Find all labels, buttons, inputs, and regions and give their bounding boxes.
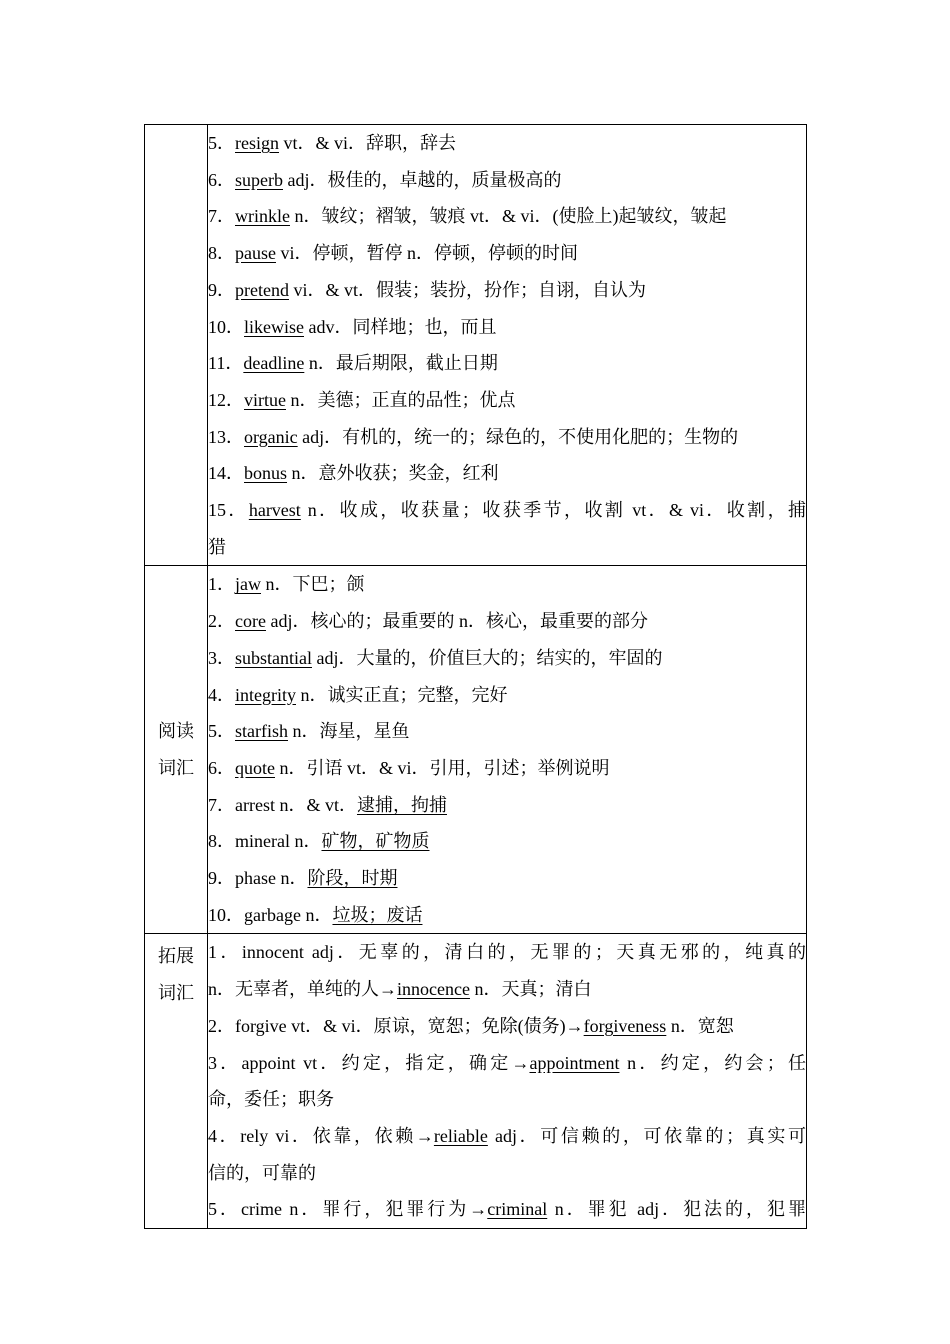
list-item: 10．garbage n．垃圾；废话 xyxy=(208,904,423,925)
section-core-words xyxy=(145,125,807,566)
label-line: 词汇 xyxy=(158,983,194,1004)
reading-words-entries xyxy=(208,566,807,934)
list-item: 4．integrity n．诚实正直；完整，完好 xyxy=(208,684,508,705)
list-item: 10．likewise adv．同样地；也，而且 xyxy=(208,316,497,337)
label-line: 阅读 xyxy=(158,720,194,741)
list-item: 11．deadline n．最后期限，截止日期 xyxy=(208,353,498,374)
list-item: 9．phase n．阶段，时期 xyxy=(208,868,398,889)
list-item: 15．harvest n．收成，收获量；收获季节，收割 vt．& vi．收割，捕 xyxy=(208,500,806,521)
list-item: 13．organic adj．有机的，统一的；绿色的，不使用化肥的；生物的 xyxy=(208,426,739,447)
label-line: 词汇 xyxy=(158,757,194,778)
list-item: 3．appoint vt．约定，指定，确定→appointment n．约定，约会；任 xyxy=(208,1052,807,1073)
list-item: 5．starfish n．海星，星鱼 xyxy=(208,721,410,742)
list-item: 7．arrest n．& vt．逮捕，拘捕 xyxy=(208,794,447,815)
list-item-continuation: 信的，可靠的 xyxy=(208,1162,316,1183)
list-item: 6．quote n．引语 vt．& vi．引用，引述；举例说明 xyxy=(208,757,610,778)
core-words-entries xyxy=(208,125,807,566)
section-extended-words xyxy=(145,934,807,1229)
extended-words-entries xyxy=(208,934,807,1229)
list-item: 9．pretend vi．& vt．假装；装扮，扮作；自诩，自认为 xyxy=(208,279,646,300)
list-item: 4．rely vi．依靠，依赖→reliable adj．可信赖的，可依靠的；真实可 xyxy=(208,1125,806,1146)
list-item: 2．forgive vt．& vi．原谅，宽恕；免除(债务)→forgiveness n．宽恕 xyxy=(208,1015,734,1036)
list-item-continuation: 猎 xyxy=(208,536,226,557)
list-item: 12．virtue n．美德；正直的品性；优点 xyxy=(208,389,516,410)
list-item-continuation: n．无辜者，单纯的人→innocence n．天真；清白 xyxy=(208,979,592,1000)
section-label-extended xyxy=(145,934,208,1229)
list-item: 8．mineral n．矿物，矿物质 xyxy=(208,831,430,852)
section-reading-words xyxy=(145,566,807,934)
label-line: 拓展 xyxy=(158,946,194,967)
section-label-reading xyxy=(145,566,208,934)
section-label-empty xyxy=(145,125,208,566)
list-item: 3．substantial adj．大量的，价值巨大的；结实的，牢固的 xyxy=(208,647,663,668)
list-item: 1．jaw n．下巴；颌 xyxy=(208,574,365,595)
list-item: 5．crime n．罪行，犯罪行为→criminal n．罪犯 adj．犯法的，犯罪 xyxy=(208,1199,806,1220)
vocabulary-table xyxy=(144,124,807,1229)
list-item: 1．innocent adj．无辜的，清白的，无罪的；天真无邪的，纯真的 xyxy=(208,942,806,963)
list-item-continuation: 命，委任；职务 xyxy=(208,1089,334,1110)
list-item: 14．bonus n．意外收获；奖金，红利 xyxy=(208,463,499,484)
list-item: 8．pause vi．停顿，暂停 n．停顿，停顿的时间 xyxy=(208,243,578,264)
list-item: 5．resign vt．& vi．辞职，辞去 xyxy=(208,133,457,153)
list-item: 6．superb adj．极佳的，卓越的，质量极高的 xyxy=(208,169,562,190)
list-item: 2．core adj．核心的；最重要的 n．核心，最重要的部分 xyxy=(208,611,648,632)
list-item: 7．wrinkle n．皱纹；褶皱，皱痕 vt．& vi．(使脸上)起皱纹，皱起 xyxy=(208,206,727,227)
